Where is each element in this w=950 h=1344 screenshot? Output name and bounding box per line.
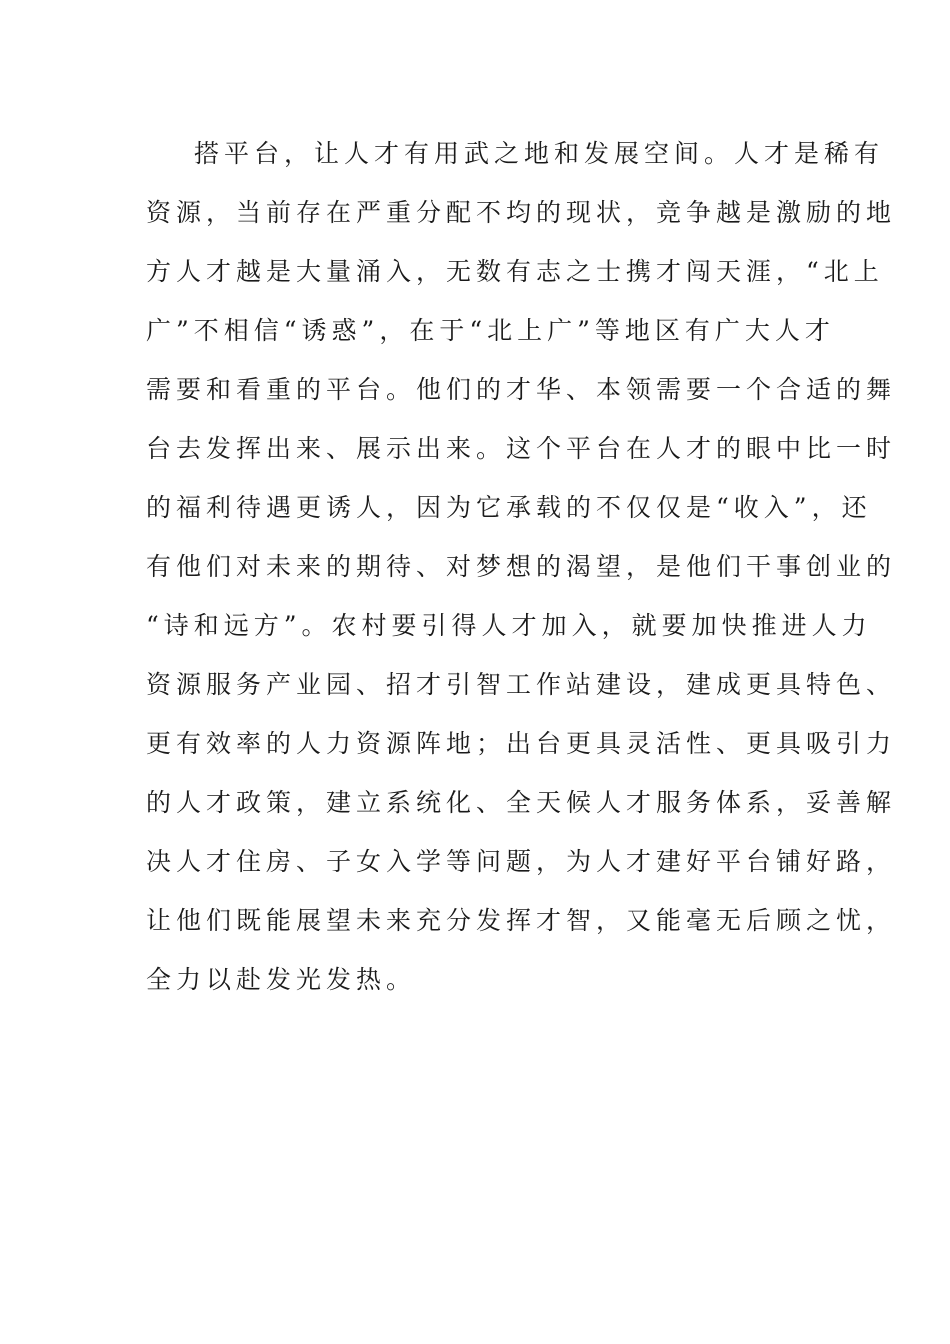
- paragraph-line: 搭平台，让人才有用武之地和发展空间。人才是稀有: [194, 139, 885, 168]
- paragraph-line: 的福利待遇更诱人，因为它承载的不仅仅是“收入”，还: [146, 493, 872, 522]
- paragraph-line: 需要和看重的平台。他们的才华、本领需要一个合适的舞: [146, 375, 897, 404]
- paragraph-line: 决人才住房、子女入学等问题，为人才建好平台铺好路，: [146, 847, 897, 876]
- paragraph-line: 的人才政策，建立系统化、全天候人才服务体系，妥善解: [146, 788, 897, 817]
- paragraph-line: 方人才越是大量涌入，无数有志之士携才闯天涯，“北上: [146, 257, 884, 286]
- paragraph-line: 让他们既能展望未来充分发挥才智，又能毫无后顾之忧，: [146, 906, 897, 935]
- paragraph-line: 资源，当前存在严重分配不均的现状，竞争越是激励的地: [146, 198, 897, 227]
- paragraph: [146, 124, 897, 1009]
- paragraph-line: 台去发挥出来、展示出来。这个平台在人才的眼中比一时: [146, 434, 897, 463]
- paragraph-line: 广”不相信“诱惑”，在于“北上广”等地区有广大人才: [146, 316, 835, 345]
- paragraph-line: 全力以赴发光发热。: [146, 965, 417, 994]
- paragraph-line: 更有效率的人力资源阵地；出台更具灵活性、更具吸引力: [146, 729, 897, 758]
- paragraph-line: 有他们对未来的期待、对梦想的渴望，是他们干事创业的: [146, 552, 897, 581]
- paragraph-line: 资源服务产业园、招才引智工作站建设，建成更具特色、: [146, 670, 897, 699]
- paragraph-line: “诗和远方”。农村要引得人才加入，就要加快推进人力: [146, 611, 872, 640]
